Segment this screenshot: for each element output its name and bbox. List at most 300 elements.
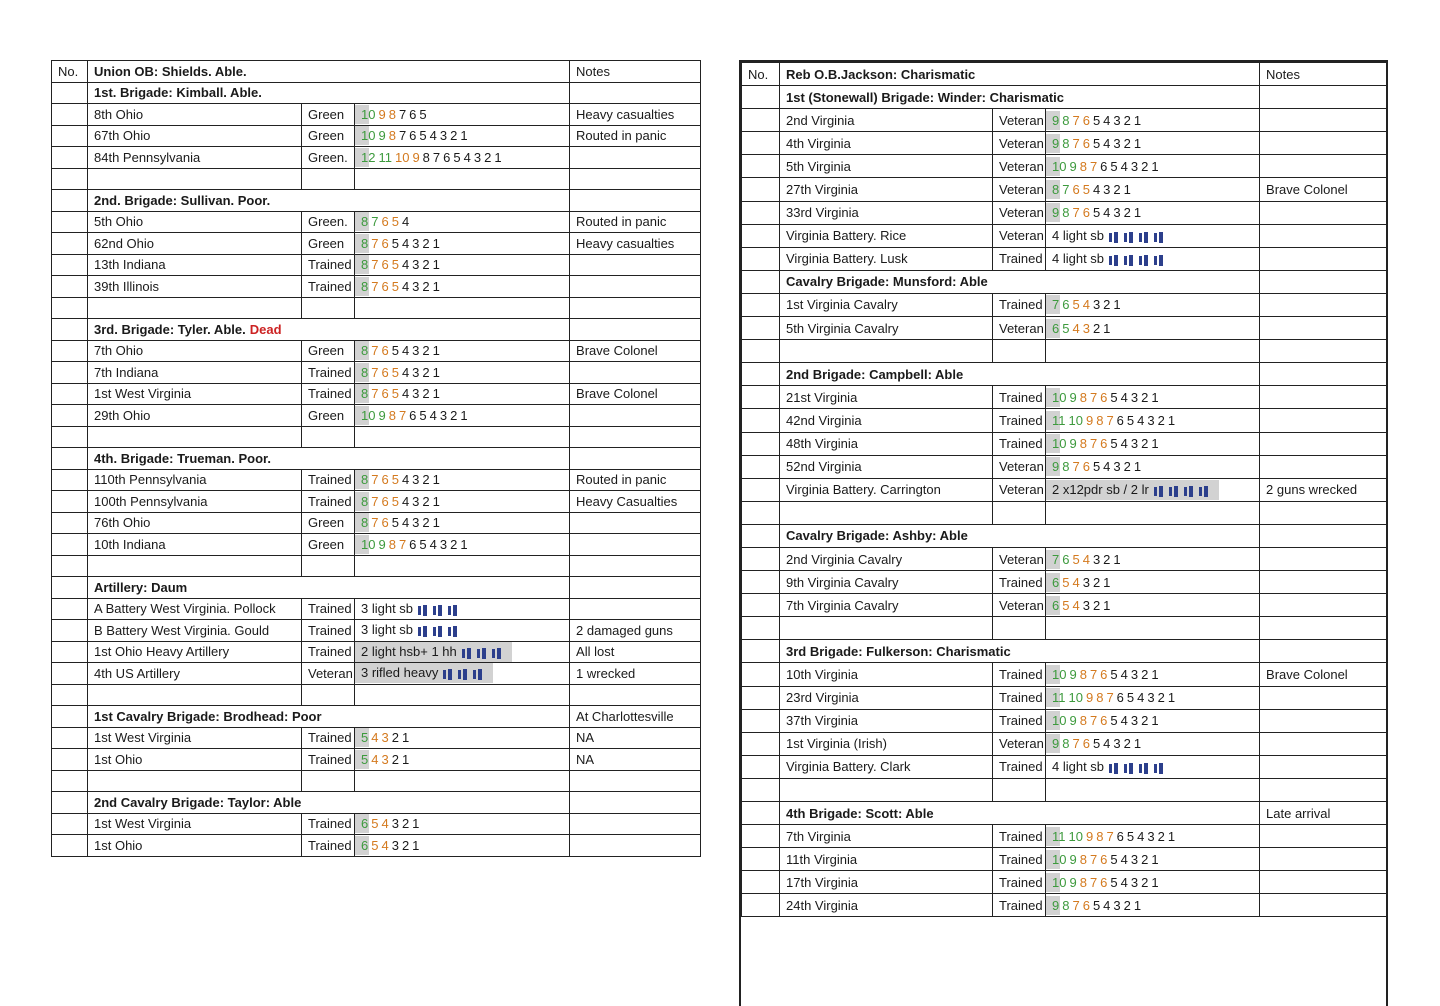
no-cell — [52, 319, 88, 341]
track-values — [1046, 596, 1119, 615]
gun-icons — [417, 603, 462, 616]
strength-track — [355, 813, 570, 835]
track-step: 4 — [401, 364, 410, 380]
unit-row — [52, 405, 701, 427]
track-cell — [355, 168, 570, 190]
track-step: 7 — [398, 128, 407, 144]
track-values — [355, 384, 449, 403]
grade-cell — [302, 426, 355, 448]
track-step: 2 — [450, 407, 458, 423]
no-cell — [52, 168, 88, 190]
unit-name: 1st Virginia (Irish) — [780, 732, 993, 755]
header-notes: Notes — [1260, 63, 1387, 86]
track-step: 4 — [1137, 690, 1145, 706]
brigade-row — [742, 802, 1387, 825]
unit-grade: Green — [302, 512, 355, 534]
notes-cell — [570, 555, 701, 577]
track-step: 3 — [1147, 412, 1155, 428]
track-step: 5 — [391, 386, 399, 402]
track-step: 2 — [422, 257, 430, 273]
no-cell — [52, 663, 88, 685]
track-step: 9 — [1069, 158, 1077, 174]
unit-row — [52, 663, 701, 685]
track-step: 5 — [1092, 897, 1101, 913]
artillery-text: 2 light hsb+ 1 hh — [361, 643, 457, 659]
track-step: 6 — [1100, 666, 1108, 682]
strength-track — [355, 340, 570, 362]
artillery-text: 2 x12pdr sb / 2 lr — [1052, 481, 1149, 497]
track-step: 8 — [361, 278, 369, 294]
track-step: 3 — [412, 386, 420, 402]
track-step: 1 — [412, 816, 420, 832]
unit-grade: Green. — [302, 147, 355, 169]
track-step: 8 — [1096, 412, 1104, 428]
unit-name: 1st Virginia Cavalry — [780, 293, 993, 316]
name-cell — [88, 555, 302, 577]
track-step: 10 — [1052, 436, 1067, 452]
track-step: 4 — [463, 149, 471, 165]
track-step: 7 — [371, 493, 379, 509]
notes-cell — [570, 534, 701, 556]
unit-row — [52, 469, 701, 491]
unit-grade: Veteran — [993, 178, 1046, 201]
track-step: 2 — [1123, 459, 1131, 475]
no-cell — [52, 770, 88, 792]
brigade-title — [88, 792, 570, 814]
track-step: 7 — [398, 407, 407, 423]
unit-grade: Trained — [302, 254, 355, 276]
header-title: Union OB: Shields. Able. — [88, 61, 570, 83]
track-step: 3 — [391, 837, 399, 853]
unit-grade: Trained — [302, 727, 355, 749]
grade-cell — [993, 340, 1046, 363]
name-cell — [88, 426, 302, 448]
grade-cell — [302, 770, 355, 792]
unit-name: 8th Ohio — [88, 104, 302, 126]
track-step: 8 — [388, 128, 396, 144]
track-step: 5 — [391, 343, 399, 359]
notes-cell — [1260, 293, 1387, 316]
unit-name: 1st West Virginia — [88, 813, 302, 835]
artillery-info — [1046, 249, 1174, 269]
unit-grade: Trained — [993, 571, 1046, 594]
track-step: 7 — [1089, 436, 1098, 452]
unit-row — [52, 254, 701, 276]
gun-icons — [1153, 484, 1213, 497]
unit-row — [52, 211, 701, 233]
unit-row — [52, 147, 701, 169]
track-step: 5 — [1082, 182, 1090, 198]
strength-track — [1046, 663, 1260, 686]
cannon-icon — [1153, 486, 1164, 497]
unit-grade: Green — [302, 534, 355, 556]
track-step: 2 — [1141, 436, 1149, 452]
unit-row — [742, 201, 1387, 224]
name-cell — [780, 501, 993, 524]
unit-row — [742, 732, 1387, 755]
no-cell — [742, 663, 780, 686]
track-values — [355, 341, 449, 360]
no-cell — [52, 190, 88, 212]
artillery-info — [355, 599, 468, 619]
track-values — [1046, 688, 1184, 707]
no-cell — [52, 276, 88, 298]
no-cell — [52, 792, 88, 814]
unit-row — [52, 491, 701, 513]
unit-name: B Battery West Virginia. Gould — [88, 620, 302, 642]
grade-cell — [993, 778, 1046, 801]
track-step: 4 — [1103, 459, 1111, 475]
track-step: 4 — [1103, 205, 1111, 221]
track-step: 4 — [1120, 874, 1128, 890]
track-step: 3 — [1130, 158, 1139, 174]
track-step: 1 — [1133, 112, 1142, 128]
unit-name: 110th Pennsylvania — [88, 469, 302, 491]
notes-cell — [1260, 894, 1387, 917]
track-step: 2 — [1123, 112, 1131, 128]
unit-row — [52, 641, 701, 663]
track-step: 4 — [1072, 574, 1080, 590]
unit-row — [742, 317, 1387, 340]
header-no: No. — [52, 61, 88, 83]
track-step: 5 — [1126, 828, 1135, 844]
gun-icons — [1108, 761, 1168, 774]
track-step: 7 — [1072, 112, 1080, 128]
track-step: 6 — [381, 257, 389, 273]
cannon-icon — [417, 626, 428, 637]
unit-grade: Trained — [302, 835, 355, 857]
track-step: 4 — [1103, 135, 1111, 151]
track-step: 2 — [422, 493, 430, 509]
track-step: 1 — [401, 751, 410, 767]
track-values — [355, 513, 449, 532]
notes-cell — [570, 276, 701, 298]
track-step: 5 — [391, 493, 399, 509]
grade-cell — [993, 501, 1046, 524]
notes-cell: Routed in panic — [570, 125, 701, 147]
no-cell — [52, 813, 88, 835]
track-values — [1046, 711, 1168, 730]
track-step: 5 — [1126, 690, 1135, 706]
notes-cell — [1260, 432, 1387, 455]
artillery-info — [355, 663, 493, 683]
track-step: 9 — [1069, 851, 1077, 867]
track-step: 12 — [361, 149, 376, 165]
no-cell — [52, 125, 88, 147]
track-step: 7 — [1062, 182, 1070, 198]
cannon-icon — [1138, 763, 1149, 774]
track-step: 2 — [484, 149, 492, 165]
track-step: 3 — [412, 364, 420, 380]
cannon-icon — [1198, 486, 1209, 497]
cannon-icon — [417, 605, 428, 616]
track-step: 4 — [1103, 897, 1111, 913]
unit-row — [742, 247, 1387, 270]
track-step: 1 — [432, 472, 440, 488]
cannon-icon — [1183, 486, 1194, 497]
track-step: 2 — [401, 837, 410, 853]
strength-track — [1046, 894, 1260, 917]
unit-name: 9th Virginia Cavalry — [780, 571, 993, 594]
no-cell — [742, 547, 780, 570]
track-step: 4 — [371, 751, 379, 767]
no-cell — [52, 469, 88, 491]
track-values — [355, 105, 436, 124]
track-step: 8 — [1079, 851, 1087, 867]
track-step: 4 — [1120, 158, 1128, 174]
no-cell — [52, 512, 88, 534]
unit-row — [742, 386, 1387, 409]
track-step: 9 — [1069, 436, 1077, 452]
notes-cell — [570, 512, 701, 534]
track-step: 4 — [381, 837, 389, 853]
track-values — [1046, 896, 1150, 915]
cannon-icon — [461, 648, 472, 659]
track-step: 2 — [391, 751, 399, 767]
unit-row — [742, 848, 1387, 871]
track-step: 1 — [1103, 320, 1111, 336]
track-cell — [355, 426, 570, 448]
track-step: 8 — [1062, 897, 1070, 913]
track-step: 5 — [1110, 874, 1118, 890]
track-step: 4 — [401, 472, 410, 488]
no-cell — [742, 201, 780, 224]
cannon-icon — [1108, 232, 1119, 243]
unit-row — [742, 432, 1387, 455]
reb-order-of-battle — [739, 60, 1388, 1006]
track-step: 6 — [1052, 597, 1060, 613]
track-step: 9 — [1052, 205, 1060, 221]
unit-name: 5th Virginia — [780, 155, 993, 178]
track-values — [1046, 180, 1140, 199]
unit-grade: Veteran — [993, 132, 1046, 155]
track-step: 3 — [412, 515, 420, 531]
unit-name: 1st West Virginia — [88, 727, 302, 749]
no-cell — [742, 640, 780, 663]
no-cell — [742, 386, 780, 409]
unit-name: 21st Virginia — [780, 386, 993, 409]
strength-track — [1046, 732, 1260, 755]
no-cell — [52, 684, 88, 706]
unit-name: 11th Virginia — [780, 848, 993, 871]
no-cell — [52, 297, 88, 319]
unit-name: 10th Virginia — [780, 663, 993, 686]
no-cell — [742, 409, 780, 432]
empty-row — [52, 297, 701, 319]
track-step: 3 — [412, 257, 420, 273]
track-step: 9 — [1085, 690, 1094, 706]
cannon-icon — [1108, 255, 1119, 266]
brigade-title — [780, 270, 1260, 293]
track-step: 1 — [432, 278, 440, 294]
track-step: 11 — [1052, 412, 1066, 428]
track-step: 6 — [1100, 158, 1108, 174]
strength-track — [1046, 201, 1260, 224]
unit-row — [742, 571, 1387, 594]
track-step: 2 — [1157, 828, 1165, 844]
brigade-row — [742, 363, 1387, 386]
unit-row — [742, 455, 1387, 478]
notes-cell — [1260, 825, 1387, 848]
brigade-row — [52, 792, 701, 814]
no-cell — [52, 82, 88, 104]
unit-name: 1st West Virginia — [88, 383, 302, 405]
unit-grade: Veteran — [993, 455, 1046, 478]
track-step: 3 — [1130, 389, 1139, 405]
header-row — [52, 61, 701, 83]
track-step: 2 — [422, 515, 430, 531]
track-step: 8 — [361, 235, 369, 251]
artillery-info — [1046, 757, 1174, 777]
brigade-name: 4th Brigade: Scott: Able — [786, 805, 934, 821]
track-step: 1 — [1167, 690, 1176, 706]
track-step: 7 — [1089, 158, 1098, 174]
brigade-title — [780, 640, 1260, 663]
strength-track — [355, 383, 570, 405]
track-values — [1046, 411, 1184, 430]
track-step: 7 — [1089, 713, 1098, 729]
track-step: 3 — [1113, 135, 1121, 151]
track-step: 7 — [398, 536, 407, 552]
track-step: 1 — [432, 343, 440, 359]
track-step: 10 — [361, 536, 376, 552]
track-step: 9 — [412, 149, 420, 165]
brigade-name: 2nd Cavalry Brigade: Taylor: Able — [94, 794, 302, 810]
brigade-row — [52, 577, 701, 599]
track-step: 6 — [381, 343, 389, 359]
track-values — [1046, 457, 1150, 476]
track-step: 3 — [1113, 736, 1121, 752]
track-step: 3 — [1103, 182, 1111, 198]
artillery-text: 4 light sb — [1052, 758, 1105, 774]
no-cell — [742, 178, 780, 201]
grade-cell — [302, 168, 355, 190]
track-step: 8 — [361, 493, 369, 509]
track-step: 7 — [371, 472, 379, 488]
unit-grade: Trained — [302, 620, 355, 642]
unit-row — [52, 727, 701, 749]
track-step: 5 — [1062, 320, 1070, 336]
cannon-icon — [476, 648, 487, 659]
notes-cell: All lost — [570, 641, 701, 663]
strength-track — [1046, 247, 1260, 270]
track-step: 1 — [1167, 412, 1176, 428]
track-step: 7 — [371, 214, 379, 230]
no-cell — [742, 340, 780, 363]
track-step: 10 — [1068, 412, 1083, 428]
brigade-name: 2nd. Brigade: Sullivan. Poor. — [94, 192, 271, 208]
artillery-text: 4 light sb — [1052, 250, 1105, 266]
notes-cell: NA — [570, 749, 701, 771]
track-step: 2 — [1141, 874, 1149, 890]
track-step: 10 — [1052, 389, 1067, 405]
no-cell — [742, 155, 780, 178]
unit-row — [52, 749, 701, 771]
track-step: 8 — [388, 536, 396, 552]
track-step: 6 — [409, 536, 417, 552]
name-cell — [88, 297, 302, 319]
track-step: 3 — [1130, 436, 1139, 452]
brigade-name: 4th. Brigade: Trueman. Poor. — [94, 450, 271, 466]
track-values — [355, 470, 449, 489]
track-step: 5 — [419, 407, 427, 423]
strength-track — [1046, 825, 1260, 848]
track-step: 4 — [401, 386, 410, 402]
notes-cell — [1260, 317, 1387, 340]
notes-cell — [1260, 848, 1387, 871]
track-step: 5 — [419, 128, 427, 144]
unit-grade: Veteran — [993, 201, 1046, 224]
track-step: 8 — [1096, 690, 1104, 706]
track-step: 1 — [401, 730, 410, 746]
track-step: 9 — [1052, 112, 1060, 128]
track-step: 3 — [1082, 574, 1090, 590]
track-step: 2 — [1157, 412, 1165, 428]
track-values — [355, 492, 449, 511]
track-step: 4 — [1120, 436, 1128, 452]
no-cell — [742, 501, 780, 524]
track-step: 3 — [412, 343, 420, 359]
track-values — [1046, 550, 1130, 569]
cannon-icon — [491, 648, 502, 659]
track-values — [355, 212, 418, 231]
unit-row — [52, 512, 701, 534]
track-step: 2 — [1113, 182, 1121, 198]
track-values — [1046, 665, 1168, 684]
notes-cell — [570, 190, 701, 212]
notes-cell — [570, 405, 701, 427]
track-step: 6 — [1082, 736, 1090, 752]
track-step: 7 — [1089, 666, 1098, 682]
brigade-row — [52, 190, 701, 212]
track-step: 2 — [1141, 389, 1149, 405]
grade-cell — [302, 555, 355, 577]
track-step: 6 — [1082, 135, 1090, 151]
notes-cell — [570, 319, 701, 341]
track-step: 8 — [361, 343, 369, 359]
track-step: 5 — [1092, 112, 1101, 128]
no-cell — [52, 835, 88, 857]
track-step: 2 — [401, 816, 410, 832]
track-step: 8 — [361, 214, 369, 230]
unit-grade: Green — [302, 104, 355, 126]
track-values — [1046, 734, 1150, 753]
track-step: 8 — [1062, 135, 1070, 151]
track-values — [1046, 573, 1119, 592]
track-step: 2 — [1141, 713, 1149, 729]
track-cell — [355, 555, 570, 577]
track-step: 8 — [388, 407, 396, 423]
unit-name: Virginia Battery. Rice — [780, 224, 993, 247]
name-cell — [88, 770, 302, 792]
strength-track — [1046, 709, 1260, 732]
track-step: 1 — [432, 386, 440, 402]
track-step: 6 — [1072, 182, 1080, 198]
track-step: 2 — [1123, 135, 1131, 151]
track-step: 3 — [439, 128, 448, 144]
unit-grade: Veteran — [993, 109, 1046, 132]
track-step: 4 — [1120, 851, 1128, 867]
track-step: 10 — [394, 149, 410, 165]
unit-row — [742, 478, 1387, 501]
track-step: 8 — [1079, 389, 1087, 405]
unit-name: 39th Illinois — [88, 276, 302, 298]
track-step: 4 — [1082, 297, 1090, 313]
track-step: 5 — [1072, 551, 1080, 567]
strength-track — [1046, 755, 1260, 778]
track-step: 3 — [1147, 690, 1155, 706]
strength-track — [1046, 386, 1260, 409]
